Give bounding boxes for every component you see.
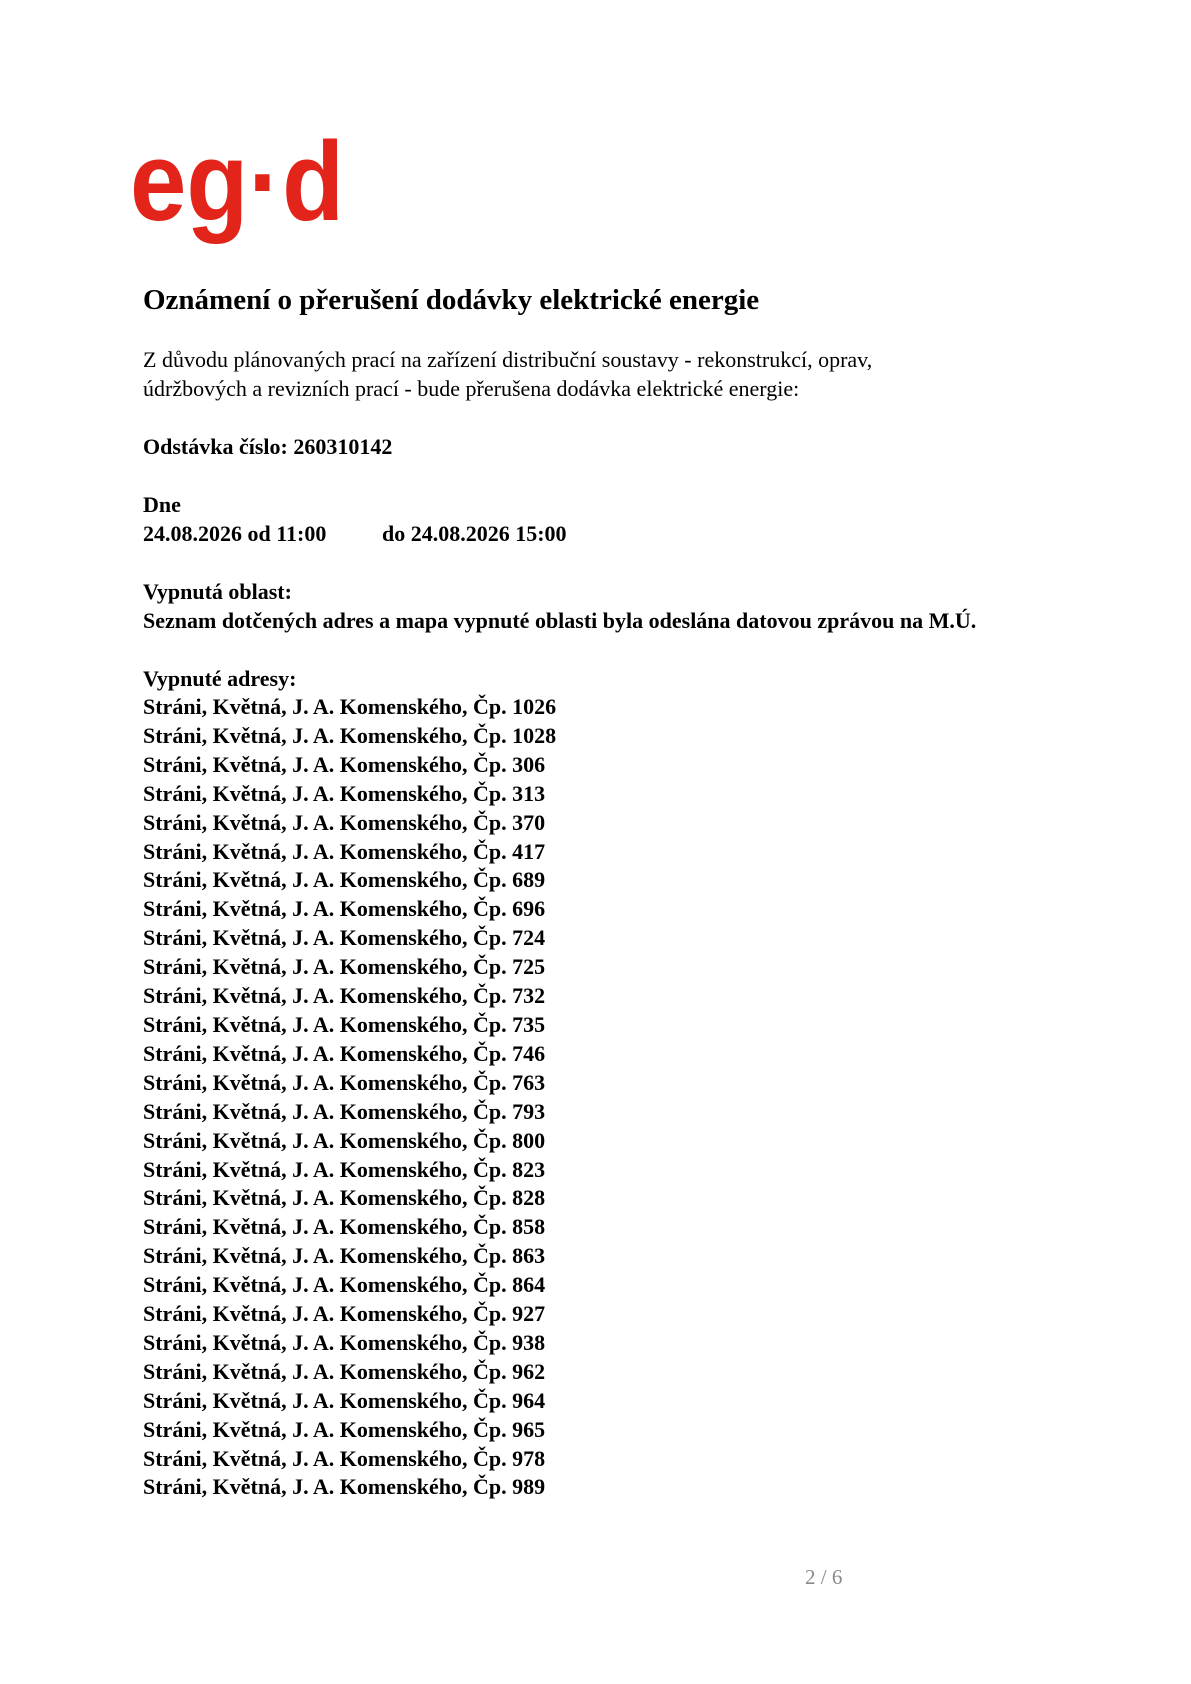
address-item: Stráni, Květná, J. A. Komenského, Čp. 370 <box>143 809 546 835</box>
page-number: 2 / 6 <box>805 1565 843 1589</box>
address-item: Stráni, Květná, J. A. Komenského, Čp. 864 <box>143 1272 546 1298</box>
page-title: Oznámení o přerušení dodávky elektrické energie <box>143 284 760 316</box>
address-item: Stráni, Květná, J. A. Komenského, Čp. 858 <box>143 1214 546 1240</box>
address-item: Stráni, Květná, J. A. Komenského, Čp. 1026 <box>143 694 557 719</box>
address-item: Stráni, Květná, J. A. Komenského, Čp. 313 <box>143 780 546 806</box>
egd-logo <box>130 138 344 250</box>
address-item: Stráni, Květná, J. A. Komenského, Čp. 724 <box>143 925 546 951</box>
address-item: Stráni, Květná, J. A. Komenského, Čp. 689 <box>143 867 546 893</box>
address-item: Stráni, Květná, J. A. Komenského, Čp. 417 <box>143 838 546 864</box>
address-item: Stráni, Květná, J. A. Komenského, Čp. 725 <box>143 954 546 980</box>
area-label: Vypnutá oblast: <box>143 579 292 604</box>
address-item: Stráni, Květná, J. A. Komenského, Čp. 964 <box>143 1387 546 1413</box>
address-item: Stráni, Květná, J. A. Komenského, Čp. 306 <box>143 751 546 777</box>
address-item: Stráni, Květná, J. A. Komenského, Čp. 828 <box>143 1185 546 1211</box>
intro-line-2: údržbových a revizních prací - bude přerušena dodávka elektrické energie: <box>143 376 800 401</box>
address-item: Stráni, Květná, J. A. Komenského, Čp. 732 <box>143 983 546 1009</box>
address-list <box>143 693 1143 1502</box>
address-item: Stráni, Květná, J. A. Komenského, Čp. 823 <box>143 1156 546 1182</box>
address-item: Stráni, Květná, J. A. Komenského, Čp. 735 <box>143 1011 546 1037</box>
outage-number: Odstávka číslo: 260310142 <box>143 434 393 459</box>
address-item: Stráni, Květná, J. A. Komenského, Čp. 863 <box>143 1243 546 1269</box>
address-item: Stráni, Květná, J. A. Komenského, Čp. 989 <box>143 1474 546 1500</box>
address-item: Stráni, Květná, J. A. Komenského, Čp. 927 <box>143 1301 546 1327</box>
notice-content <box>143 280 1143 1502</box>
area-text: Seznam dotčených adres a mapa vypnuté oblasti byla odeslána datovou zprávou na M.Ú. <box>143 608 977 633</box>
addresses-label: Vypnuté adresy: <box>143 666 297 691</box>
address-item: Stráni, Květná, J. A. Komenského, Čp. 746 <box>143 1040 546 1066</box>
area-block <box>143 577 1143 635</box>
address-item: Stráni, Květná, J. A. Komenského, Čp. 962 <box>143 1358 546 1384</box>
address-item: Stráni, Květná, J. A. Komenského, Čp. 1028 <box>143 722 557 748</box>
address-item: Stráni, Květná, J. A. Komenského, Čp. 763 <box>143 1069 546 1095</box>
address-item: Stráni, Květná, J. A. Komenského, Čp. 965 <box>143 1416 546 1442</box>
outage-date-range <box>143 519 1143 548</box>
address-item: Stráni, Květná, J. A. Komenského, Čp. 800 <box>143 1127 546 1153</box>
addresses-block <box>143 664 1143 1502</box>
outage-date-label: Dne <box>143 492 181 517</box>
address-item: Stráni, Květná, J. A. Komenského, Čp. 793 <box>143 1098 546 1124</box>
address-item: Stráni, Květná, J. A. Komenského, Čp. 938 <box>143 1329 546 1355</box>
address-item: Stráni, Květná, J. A. Komenského, Čp. 978 <box>143 1445 546 1471</box>
outage-date-block <box>143 490 1143 548</box>
outage-to: do 24.08.2026 15:00 <box>382 521 567 546</box>
egd-logo-text: eg·d <box>130 138 344 244</box>
address-item: Stráni, Květná, J. A. Komenského, Čp. 696 <box>143 896 546 922</box>
egd-logo-mark <box>130 138 344 250</box>
intro-paragraph <box>143 345 1143 403</box>
outage-from: 24.08.2026 od 11:00 <box>143 521 327 546</box>
intro-line-1: Z důvodu plánovaných prací na zařízení distribuční soustavy - rekonstrukcí, oprav, <box>143 347 873 372</box>
